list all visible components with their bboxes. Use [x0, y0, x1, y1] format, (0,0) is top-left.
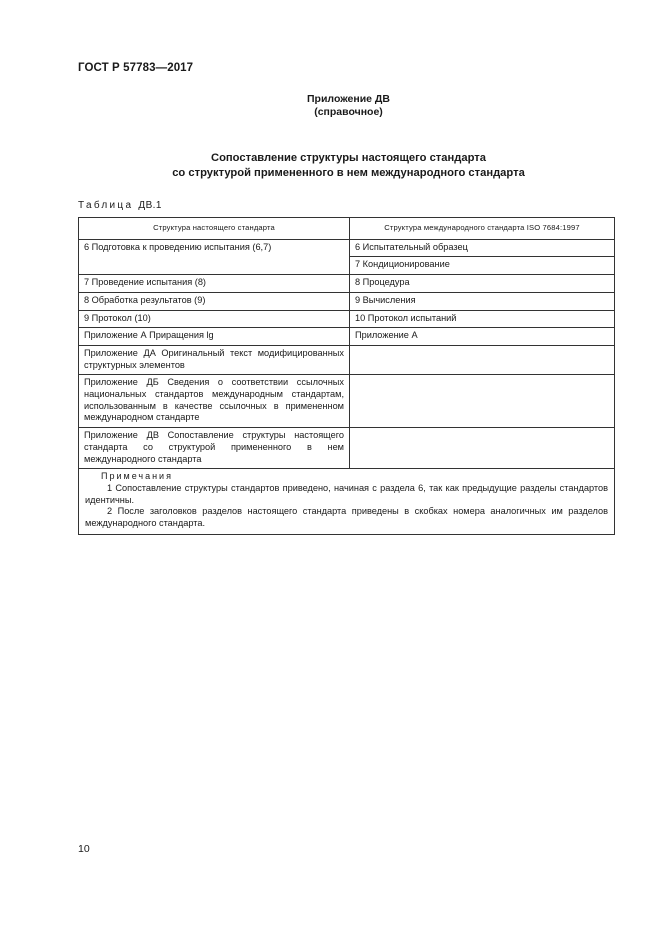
- appendix-heading: [0, 93, 661, 119]
- table-row: [79, 345, 615, 374]
- note-item: 1 Сопоставление структуры стандартов приведено, начиная с раздела 6, так как предыдущие разделы стандартов идентичны.: [85, 482, 608, 505]
- table-cell-international: 8 Процедура: [350, 275, 615, 293]
- section-title-line-2: со структурой примененного в нем международного стандарта: [172, 166, 525, 179]
- column-header-international: Структура международного стандарта ISO 7684:1997: [350, 218, 615, 240]
- table-cell-international: [350, 375, 615, 428]
- table-notes-row: [79, 469, 615, 535]
- document-code: ГОСТ Р 57783—2017: [78, 62, 194, 74]
- table-cell-national: 6 Подготовка к проведению испытания (6,7): [79, 239, 350, 274]
- table-cell-national: 9 Протокол (10): [79, 310, 350, 328]
- table-row: [79, 239, 615, 257]
- table-caption: [78, 200, 162, 211]
- table-cell-national: Приложение А Приращения lg: [79, 328, 350, 346]
- note-item: 2 После заголовков разделов настоящего стандарта приведены в скобках номера аналогичных им разделов международного стандарта.: [85, 506, 608, 529]
- table-row: [79, 375, 615, 428]
- table-cell-national: Приложение ДВ Сопоставление структуры настоящего стандарта со структурой примененного в нем международного стандарта: [79, 428, 350, 469]
- table-row: [79, 428, 615, 469]
- table-cell-international: [350, 428, 615, 469]
- table-notes: [79, 469, 615, 535]
- appendix-title: Приложение ДВ: [307, 93, 390, 105]
- column-header-national: Структура настоящего стандарта: [79, 218, 350, 240]
- table-cell-national: Приложение ДБ Сведения о соответствии ссылочных национальных стандартов международным стандартам, использованным в качестве ссылочных в примененном международном стандарте: [79, 375, 350, 428]
- table-row: [79, 328, 615, 346]
- table-cell-national: Приложение ДА Оригинальный текст модифицированных структурных элементов: [79, 345, 350, 374]
- table-cell-international: [350, 345, 615, 374]
- table-row: [79, 292, 615, 310]
- comparison-table: [78, 217, 615, 535]
- table-cell-national: 8 Обработка результатов (9): [79, 292, 350, 310]
- section-title-line-1: Сопоставление структуры настоящего стандарта: [211, 152, 486, 164]
- page-number: 10: [78, 843, 90, 855]
- table-caption-number: ДВ.1: [138, 200, 162, 211]
- section-title: [0, 151, 661, 180]
- table-cell-international: 6 Испытательный образец: [350, 239, 615, 257]
- notes-title: Примечания: [101, 471, 173, 482]
- table-caption-word: Таблица: [78, 200, 134, 211]
- table-cell-international: 10 Протокол испытаний: [350, 310, 615, 328]
- table-cell-international: 7 Кондиционирование: [350, 257, 615, 275]
- table-row: [79, 310, 615, 328]
- table-cell-national: 7 Проведение испытания (8): [79, 275, 350, 293]
- table-row: [79, 275, 615, 293]
- table-cell-international: 9 Вычисления: [350, 292, 615, 310]
- table-header-row: [79, 218, 615, 240]
- table-cell-international: Приложение А: [350, 328, 615, 346]
- appendix-kind: (справочное): [314, 106, 383, 118]
